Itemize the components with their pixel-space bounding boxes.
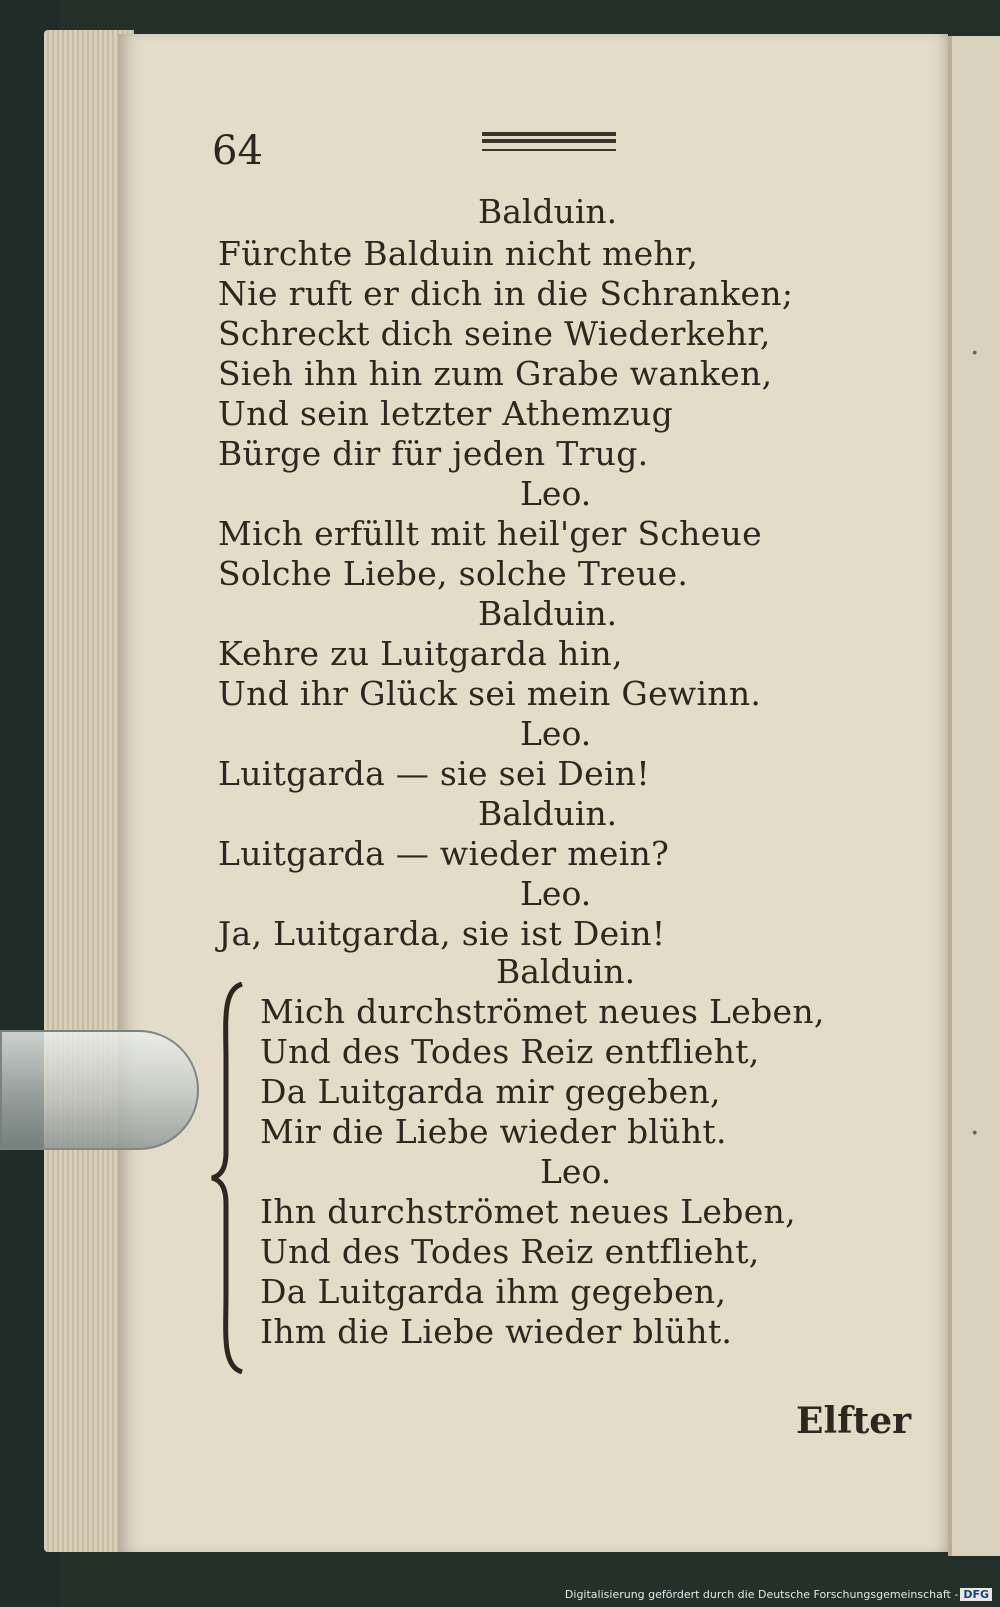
verse-line: Nie ruft er dich in die Schranken; xyxy=(218,274,794,313)
verse-line: Sieh ihn hin zum Grabe wanken, xyxy=(218,354,773,393)
verse-line: Schreckt dich seine Wiederkehr, xyxy=(218,314,771,353)
verse-line: Da Luitgarda ihm gegeben, xyxy=(260,1272,727,1311)
duet-brace xyxy=(208,982,248,1374)
facing-page-edge: · · xyxy=(948,36,1000,1556)
verse-line: Da Luitgarda mir gegeben, xyxy=(260,1072,721,1111)
speaker-name: Balduin. xyxy=(478,192,618,231)
verse-line: Luitgarda — wieder mein? xyxy=(218,834,670,873)
speaker-name: Leo. xyxy=(540,1152,612,1191)
verse-line: Bürge dir für jeden Trug. xyxy=(218,434,649,473)
speaker-name: Balduin. xyxy=(496,952,636,991)
verse-line: Kehre zu Luitgarda hin, xyxy=(218,634,623,673)
header-ornament-rule xyxy=(482,132,616,151)
verse-line: Und des Todes Reiz entflieht, xyxy=(260,1032,760,1071)
verse-line: Mir die Liebe wieder blüht. xyxy=(260,1112,727,1151)
footer-text: Digitalisierung gefördert durch die Deutsche Forschungsgemeinschaft - xyxy=(564,1588,959,1601)
speaker-name: Leo. xyxy=(520,714,592,753)
funding-footer xyxy=(565,1588,992,1601)
verse-line: Mich erfüllt mit heil'ger Scheue xyxy=(218,514,762,553)
verse-line: Fürchte Balduin nicht mehr, xyxy=(218,234,699,273)
speaker-name: Leo. xyxy=(520,874,592,913)
verse-line: Solche Liebe, solche Treue. xyxy=(218,554,689,593)
speaker-name: Balduin. xyxy=(478,794,618,833)
verse-line: Ihm die Liebe wieder blüht. xyxy=(260,1312,733,1351)
speaker-name: Leo. xyxy=(520,474,592,513)
verse-line: Ihn durchströmet neues Leben, xyxy=(260,1192,796,1231)
dfg-logo: DFG xyxy=(960,1588,992,1601)
speaker-name: Balduin. xyxy=(478,594,618,633)
verse-line: Und ihr Glück sei mein Gewinn. xyxy=(218,674,762,713)
verse-line: Und des Todes Reiz entflieht, xyxy=(260,1232,760,1271)
page-holder-clip xyxy=(0,1030,199,1150)
verse-line: Luitgarda — sie sei Dein! xyxy=(218,754,650,793)
catchword: Elfter xyxy=(796,1400,912,1442)
verse-line: Mich durchströmet neues Leben, xyxy=(260,992,825,1031)
page-number: 64 xyxy=(212,128,263,174)
verse-line: Ja, Luitgarda, sie ist Dein! xyxy=(218,914,666,953)
verse-line: Und sein letzter Athemzug xyxy=(218,394,674,433)
